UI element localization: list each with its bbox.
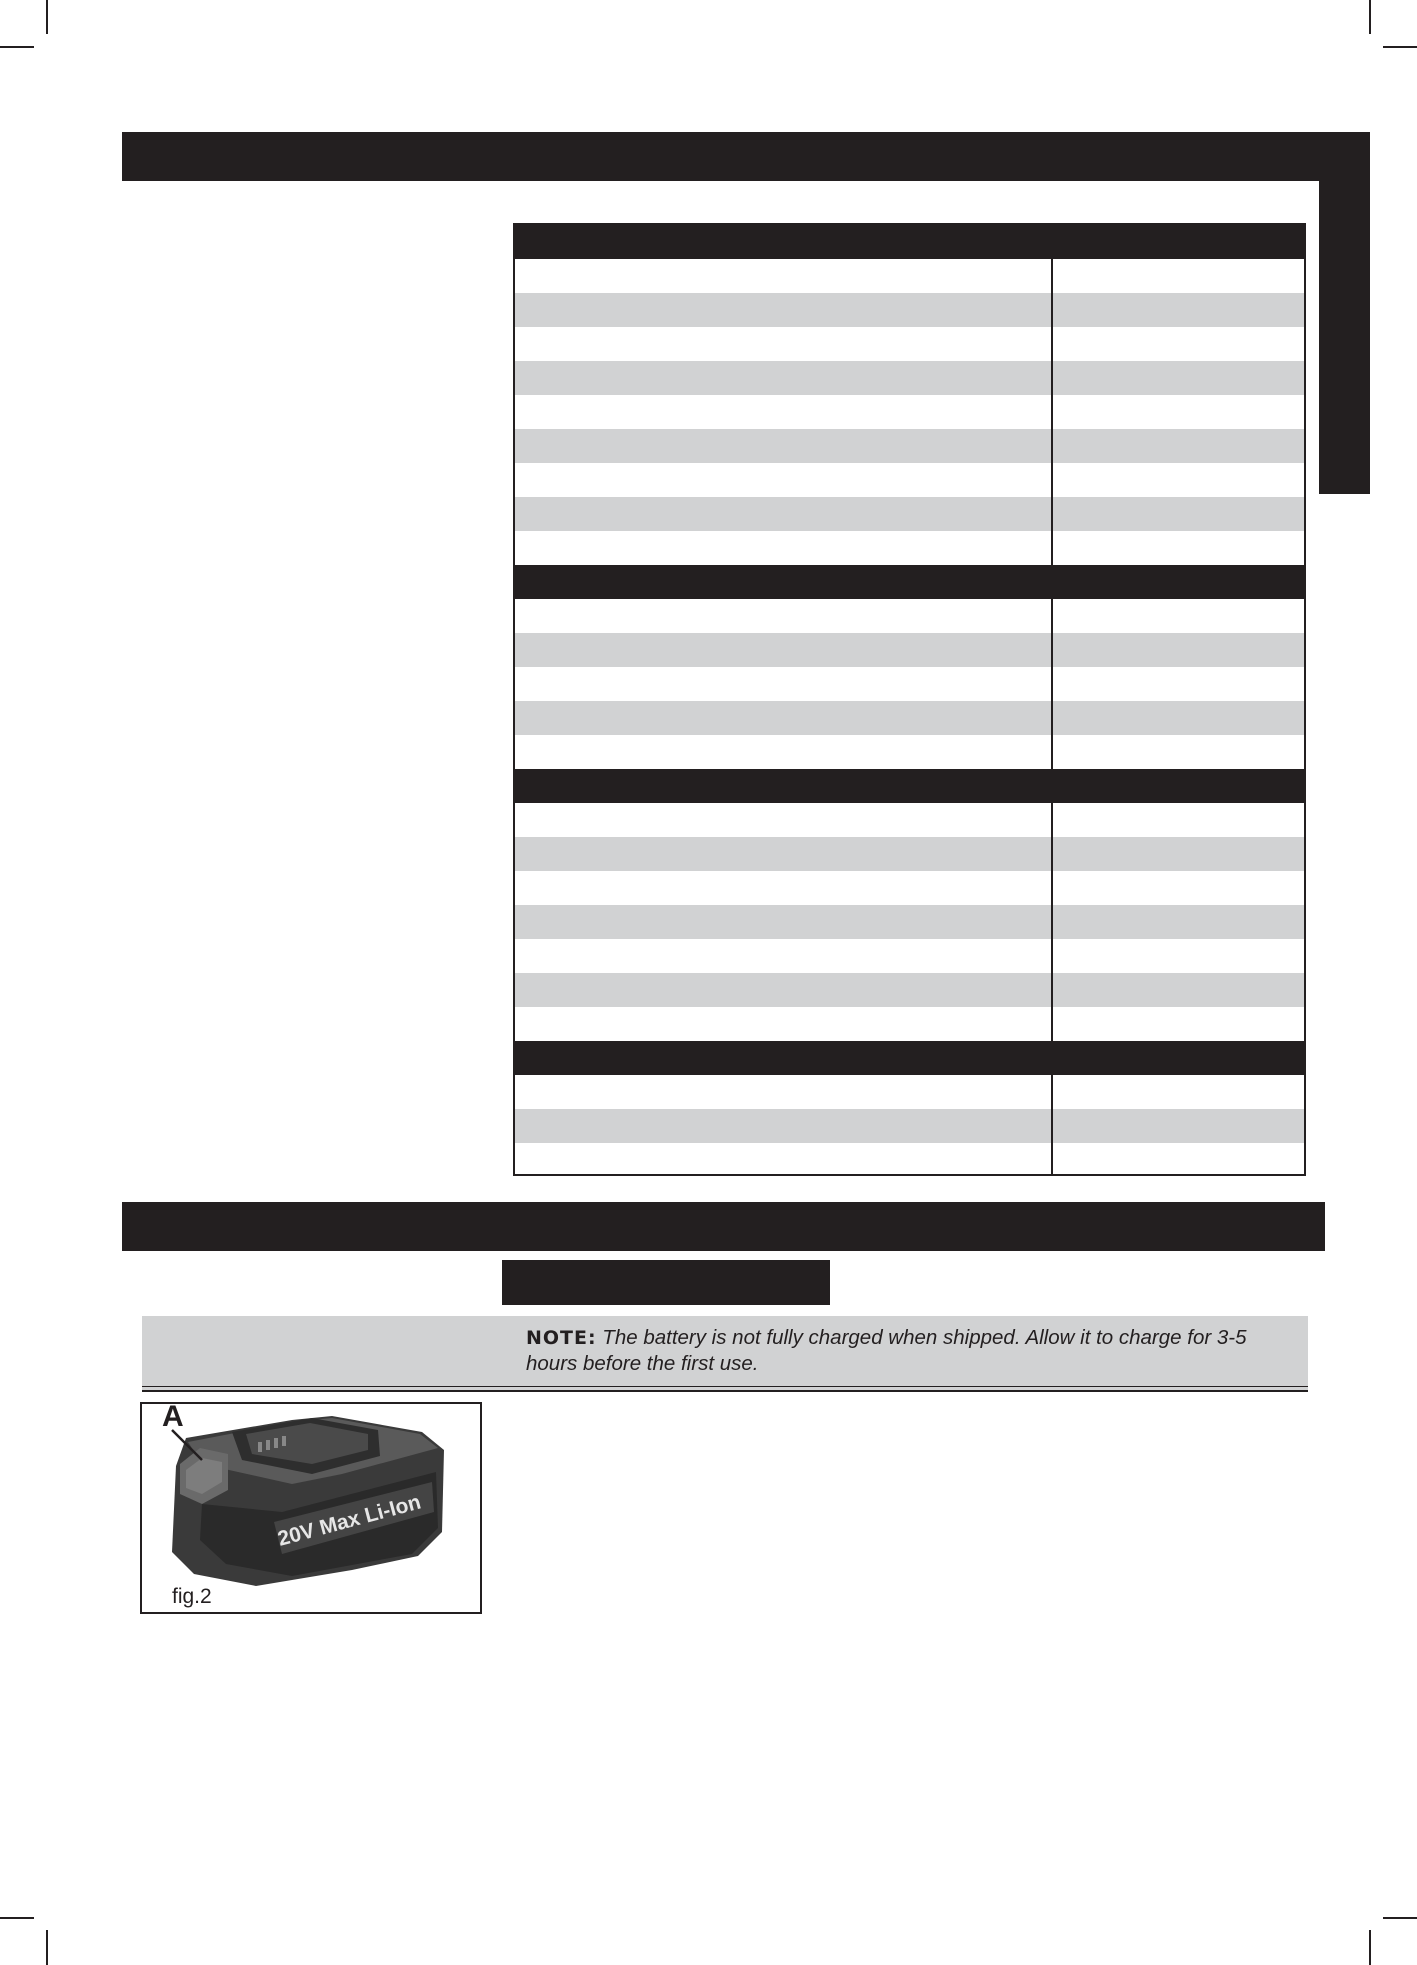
section-header-bar: [122, 132, 1370, 181]
crop-mark: [1383, 46, 1417, 48]
table-section-header: [515, 565, 1304, 599]
table-row: [515, 429, 1304, 463]
table-row: [515, 531, 1304, 565]
note-label: NOTE:: [526, 1327, 597, 1349]
crop-mark: [1369, 0, 1371, 34]
table-row: [515, 905, 1304, 939]
table-section-header: [515, 1041, 1304, 1075]
note-text-block: [526, 1325, 1296, 1376]
battery-illustration: [142, 1404, 480, 1612]
table-row: [515, 701, 1304, 735]
table-row: [515, 667, 1304, 701]
battery-label: 20V Max Li-Ion: [275, 1490, 424, 1551]
table-row: [515, 735, 1304, 769]
table-row: [515, 803, 1304, 837]
table-row: [515, 837, 1304, 871]
table-row: [515, 599, 1304, 633]
table-row: [515, 293, 1304, 327]
table-row: [515, 973, 1304, 1007]
subheading-box: [502, 1260, 830, 1305]
table-row: [515, 1143, 1304, 1176]
table-row: [515, 463, 1304, 497]
table-row: [515, 327, 1304, 361]
table-row: [515, 1075, 1304, 1109]
crop-mark: [46, 1930, 48, 1965]
table-row: [515, 871, 1304, 905]
table-section-header: [515, 225, 1304, 259]
table-row: [515, 939, 1304, 973]
figure-caption: fig.2: [172, 1585, 212, 1608]
crop-mark: [46, 0, 48, 34]
crop-mark: [1383, 1917, 1417, 1919]
crop-mark: [0, 1917, 34, 1919]
note-rule-bottom-thin: [142, 1386, 1308, 1387]
table-row: [515, 259, 1304, 293]
table-row: [515, 361, 1304, 395]
specification-table: [513, 223, 1306, 1176]
battery-figure: [140, 1402, 482, 1614]
column-divider: [1051, 225, 1053, 1174]
figure-callout: A: [162, 1400, 184, 1433]
table-row: [515, 497, 1304, 531]
crop-mark: [0, 46, 34, 48]
crop-mark: [1369, 1930, 1371, 1965]
table-row: [515, 395, 1304, 429]
side-tab: [1319, 132, 1370, 494]
note-rule-bottom: [142, 1390, 1308, 1392]
note-body: The battery is not fully charged when shipped. Allow it to charge for 3-5 hours before the first use.: [526, 1326, 1247, 1375]
table-section-header: [515, 769, 1304, 803]
table-row: [515, 1007, 1304, 1041]
section-header-bar-2: [122, 1202, 1325, 1251]
table-row: [515, 1109, 1304, 1143]
table-row: [515, 633, 1304, 667]
